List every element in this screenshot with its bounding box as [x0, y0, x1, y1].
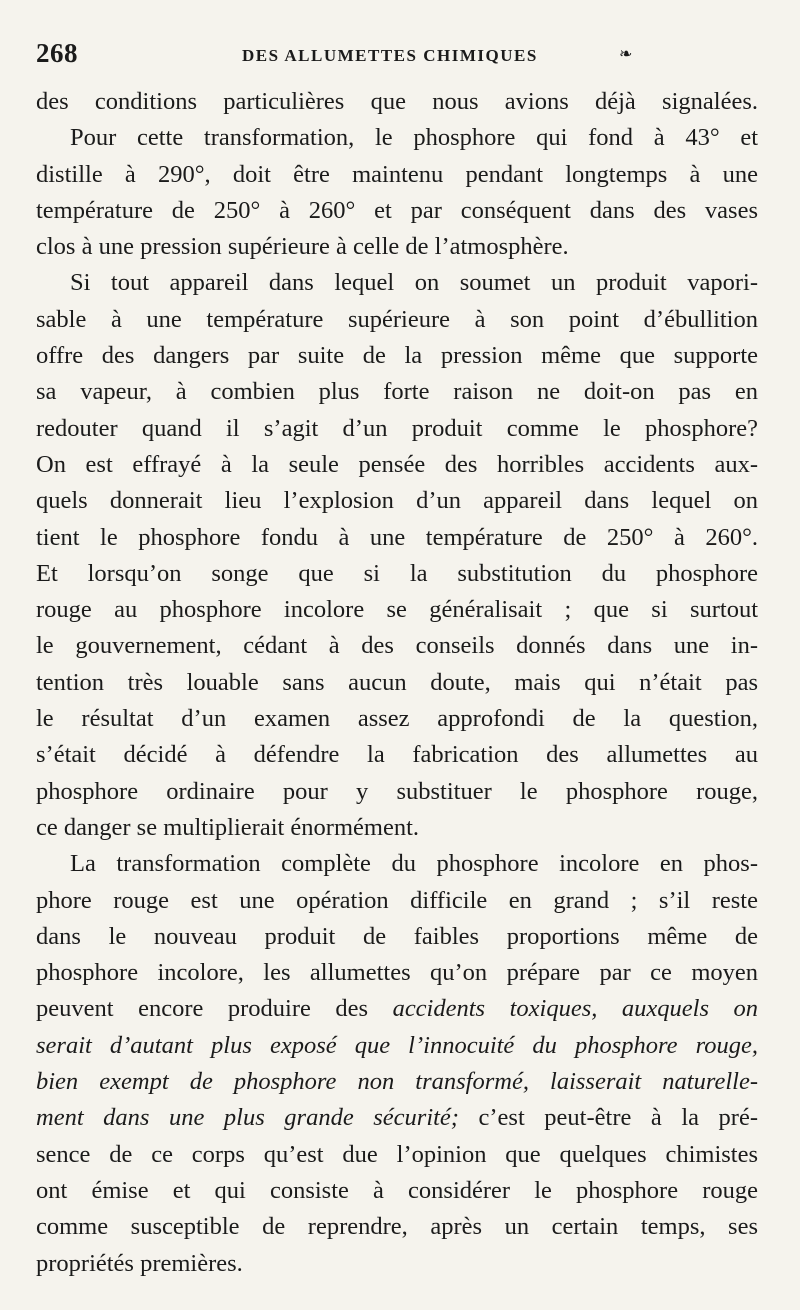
- roman-text: c’est peut-être à la pré-: [478, 1104, 758, 1132]
- italic-text: serait d’autant plus exposé que l’innocuité du phosphore rouge,: [36, 1031, 758, 1059]
- roman-text: peuvent encore produire des: [36, 995, 369, 1023]
- paragraph-end-line: propriétés premières.: [36, 1249, 243, 1277]
- text-line: [36, 1064, 758, 1100]
- text-line: Et lorsqu’on songe que si la substitution du phosphore: [36, 559, 758, 587]
- text-line: redouter quand il s’agit d’un produit comme le phosphore?: [36, 414, 758, 442]
- ornament-icon: ❧: [619, 46, 633, 63]
- text-line: quels donnerait lieu l’explosion d’un appareil dans lequel on: [36, 487, 758, 515]
- text-line: sence de ce corps qu’est due l’opinion que quelques chimistes: [36, 1140, 758, 1168]
- paragraph-start-line: La transformation complète du phosphore incolore en phos-: [70, 850, 758, 878]
- text-line: tient le phosphore fondu à une température de 250° à 260°.: [36, 523, 758, 551]
- text-line: le gouvernement, cédant à des conseils donnés dans une in-: [36, 632, 758, 660]
- text-line: tention très louable sans aucun doute, mais qui n’était pas: [36, 668, 758, 696]
- text-line: [36, 1100, 758, 1136]
- text-line: On est effrayé à la seule pensée des horribles accidents aux-: [36, 450, 758, 478]
- text-line: comme susceptible de reprendre, après un certain temps, ses: [36, 1213, 758, 1241]
- page-number: 268: [36, 38, 78, 68]
- italic-text: accidents toxiques, auxquels on: [392, 995, 758, 1023]
- text-line: offre des dangers par suite de la pression même que supporte: [36, 342, 758, 370]
- text-line: sa vapeur, à combien plus forte raison ne doit-on pas en: [36, 378, 758, 406]
- text-line: [36, 1028, 758, 1064]
- text-line: sable à une température supérieure à son point d’ébullition: [36, 305, 758, 333]
- paragraph-start-line: Si tout appareil dans lequel on soumet un produit vapori-: [70, 269, 758, 297]
- text-line: phore rouge est une opération difficile en grand ; s’il reste: [36, 886, 758, 914]
- body-text: [36, 84, 758, 1282]
- text-line: phosphore ordinaire pour y substituer le phosphore rouge,: [36, 777, 758, 805]
- paragraph-end-line: clos à une pression supérieure à celle de l’atmosphère.: [36, 233, 569, 261]
- text-line: phosphore incolore, les allumettes qu’on prépare par ce moyen: [36, 959, 758, 987]
- text-line: le résultat d’un examen assez approfondi de la question,: [36, 705, 758, 733]
- text-line: dans le nouveau produit de faibles proportions même de: [36, 922, 758, 950]
- text-line: rouge au phosphore incolore se généralisait ; que si surtout: [36, 596, 758, 624]
- page-header: [36, 38, 768, 74]
- paragraph-start-line: Pour cette transformation, le phosphore qui fond à 43° et: [70, 124, 758, 152]
- text-line: ont émise et qui consiste à considérer le phosphore rouge: [36, 1176, 758, 1204]
- running-title: DES ALLUMETTES CHIMIQUES: [242, 46, 538, 65]
- text-line: s’était décidé à défendre la fabrication des allumettes au: [36, 741, 758, 769]
- text-line: température de 250° à 260° et par conséquent dans des vases: [36, 196, 758, 224]
- text-line: des conditions particulières que nous avions déjà signalées.: [36, 88, 758, 115]
- text-line: [36, 991, 758, 1027]
- italic-text: ment dans une plus grande sécurité;: [36, 1104, 459, 1132]
- text-line: distille à 290°, doit être maintenu pendant longtemps à une: [36, 160, 758, 188]
- italic-text: bien exempt de phosphore non transformé, laisserait naturelle-: [36, 1068, 758, 1096]
- paragraph-end-line: ce danger se multiplierait énormément.: [36, 813, 420, 841]
